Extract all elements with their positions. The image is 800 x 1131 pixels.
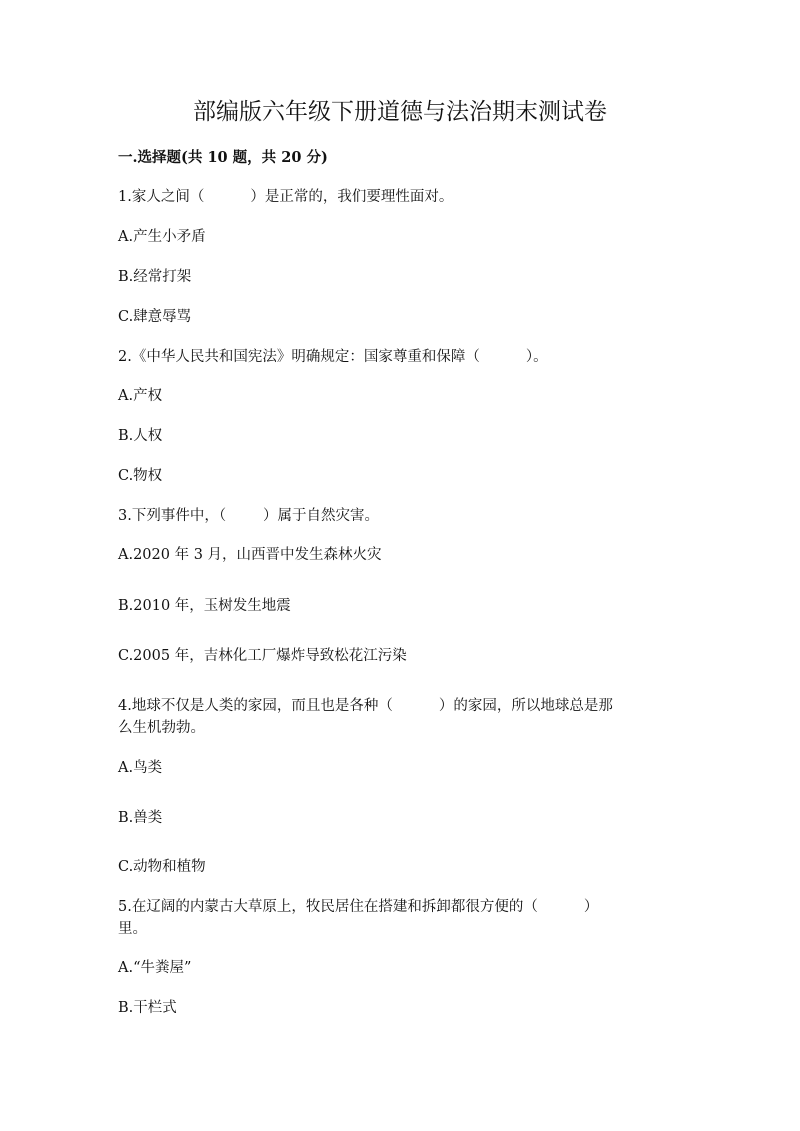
question-2-option-b: B.人权 [118, 428, 163, 444]
question-2-stem: 2.《中华人民共和国宪法》明确规定：国家尊重和保障（ ）。 [118, 349, 548, 365]
question-1-option-b: B.经常打架 [118, 269, 192, 285]
question-4-option-b: B.兽类 [118, 810, 163, 826]
question-3-option-b: B.2010 年，玉树发生地震 [118, 598, 291, 614]
question-1-option-c: C.肆意辱骂 [118, 309, 192, 325]
question-4-option-a: A.鸟类 [118, 760, 163, 776]
question-3-stem: 3.下列事件中，（ ）属于自然灾害。 [118, 508, 379, 524]
question-5-option-b: B.干栏式 [118, 1000, 177, 1016]
exam-title: 部编版六年级下册道德与法治期末测试卷 [193, 99, 607, 125]
question-4-stem-line-2: 么生机勃勃。 [118, 720, 205, 736]
question-5-stem-line-2: 里。 [118, 921, 147, 937]
question-3-option-a: A.2020 年 3 月，山西晋中发生森林火灾 [118, 547, 382, 563]
question-2-option-c: C.物权 [118, 468, 163, 484]
question-2-option-a: A.产权 [118, 388, 163, 404]
question-5-stem-line-1: 5.在辽阔的内蒙古大草原上，牧民居住在搭建和拆卸都很方便的（ ） [118, 899, 599, 915]
question-1-option-a: A.产生小矛盾 [118, 229, 206, 245]
question-1-stem: 1.家人之间（ ）是正常的，我们要理性面对。 [118, 189, 454, 205]
question-3-option-c: C.2005 年，吉林化工厂爆炸导致松花江污染 [118, 648, 407, 664]
section-heading: 一.选择题(共 10 题，共 20 分) [118, 149, 328, 166]
question-5-option-a: A.“牛粪屋” [118, 960, 192, 976]
question-4-stem-line-1: 4.地球不仅是人类的家园，而且也是各种（ ）的家园，所以地球总是那 [118, 698, 613, 714]
question-4-option-c: C.动物和植物 [118, 859, 206, 875]
